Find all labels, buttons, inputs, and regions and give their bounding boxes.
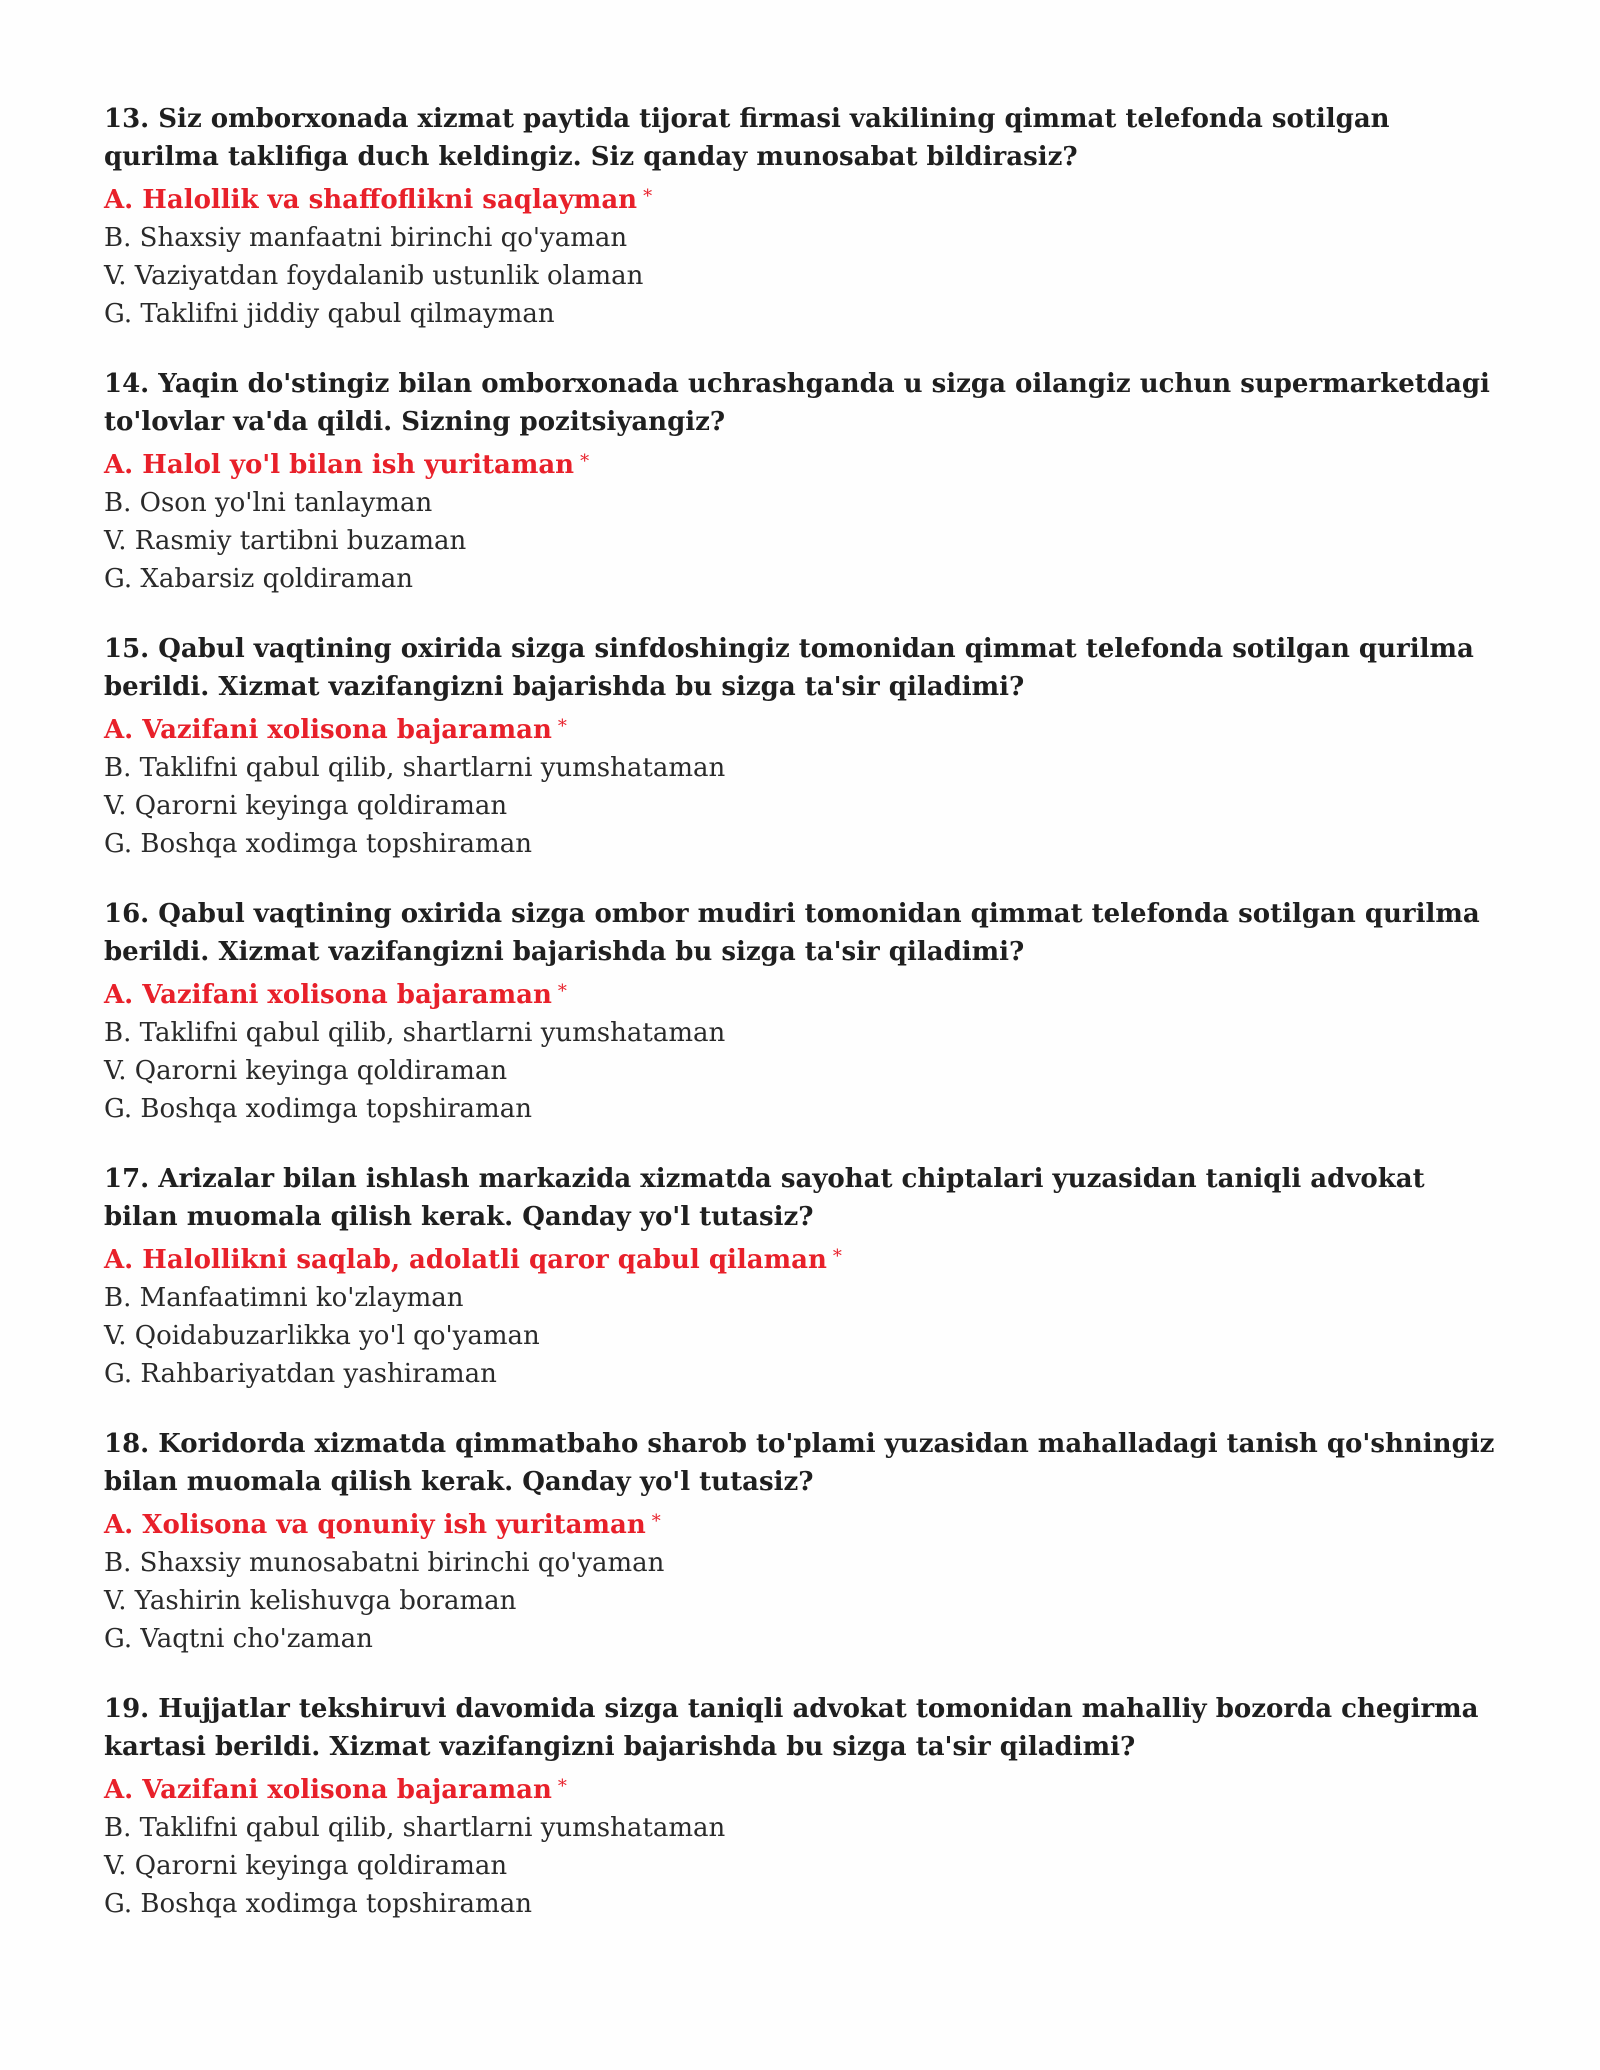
answer-option-v: V. Rasmiy tartibni buzaman	[104, 526, 467, 556]
question-15	[104, 630, 1504, 863]
question-17	[104, 1160, 1504, 1393]
question-text: 17. Arizalar bilan ishlash markazida xizmatda sayohat chiptalari yuzasidan taniqli advokat bilan muomala qilish kerak. Qanday yo'l tutasiz?	[104, 1164, 1425, 1232]
correct-answer-label: A. Xolisona va qonuniy ish yuritaman	[104, 1510, 646, 1540]
answer-option-b: B. Shaxsiy manfaatni birinchi qo'yaman	[104, 223, 628, 253]
correct-answer-label: A. Halollik va shaffoflikni saqlayman	[104, 185, 638, 215]
correct-marker: *	[557, 981, 567, 1002]
answer-option-b: B. Taklifni qabul qilib, shartlarni yumshataman	[104, 1813, 726, 1843]
correct-marker: *	[643, 186, 653, 207]
question-16	[104, 895, 1504, 1128]
correct-answer-label: A. Halollikni saqlab, adolatli qaror qabul qilaman	[104, 1245, 827, 1275]
answer-option-g: G. Vaqtni cho'zaman	[104, 1624, 373, 1654]
answer-option-g: G. Boshqa xodimga topshiraman	[104, 829, 532, 859]
question-14	[104, 365, 1504, 598]
answer-option-g: G. Taklifni jiddiy qabul qilmayman	[104, 299, 555, 329]
correct-answer-label: A. Halol yo'l bilan ish yuritaman	[104, 450, 575, 480]
correct-marker: *	[557, 1776, 567, 1797]
correct-answer-label: A. Vazifani xolisona bajaraman	[104, 715, 552, 745]
answer-option-g: G. Boshqa xodimga topshiraman	[104, 1094, 532, 1124]
correct-marker: *	[832, 1246, 842, 1267]
correct-marker: *	[557, 716, 567, 737]
question-18	[104, 1425, 1504, 1658]
quiz-page	[104, 100, 1504, 1955]
answer-option-v: V. Qarorni keyinga qoldiraman	[104, 791, 508, 821]
answer-option-v: V. Vaziyatdan foydalanib ustunlik olaman	[104, 261, 644, 291]
answer-option-b: B. Oson yo'lni tanlayman	[104, 488, 433, 518]
correct-marker: *	[651, 1511, 661, 1532]
answer-option-b: B. Taklifni qabul qilib, shartlarni yumshataman	[104, 1018, 726, 1048]
question-text: 18. Koridorda xizmatda qimmatbaho sharob to'plami yuzasidan mahalladagi tanish qo'shningiz bilan muomala qilish kerak. Qanday yo'l tutasiz?	[104, 1429, 1495, 1497]
question-text: 15. Qabul vaqtining oxirida sizga sinfdoshingiz tomonidan qimmat telefonda sotilgan qurilma berildi. Xizmat vazifangizni bajarishda bu sizga ta'sir qiladimi?	[104, 634, 1474, 702]
answer-option-v: V. Qarorni keyinga qoldiraman	[104, 1851, 508, 1881]
correct-answer	[104, 443, 1504, 484]
correct-answer-label: A. Vazifani xolisona bajaraman	[104, 980, 552, 1010]
correct-answer	[104, 178, 1504, 219]
correct-answer	[104, 708, 1504, 749]
question-text: 13. Siz omborxonada xizmat paytida tijorat firmasi vakilining qimmat telefonda sotilgan qurilma taklifiga duch keldingiz. Siz qanday munosabat bildirasiz?	[104, 104, 1390, 172]
answer-option-b: B. Taklifni qabul qilib, shartlarni yumshataman	[104, 753, 726, 783]
correct-answer-label: A. Vazifani xolisona bajaraman	[104, 1775, 552, 1805]
correct-answer	[104, 973, 1504, 1014]
question-19	[104, 1690, 1504, 1923]
question-text: 14. Yaqin do'stingiz bilan omborxonada uchrashganda u sizga oilangiz uchun supermarketdagi to'lovlar va'da qildi. Sizning pozitsiyangiz?	[104, 369, 1490, 437]
question-13	[104, 100, 1504, 333]
question-text: 16. Qabul vaqtining oxirida sizga ombor mudiri tomonidan qimmat telefonda sotilgan qurilma berildi. Xizmat vazifangizni bajarishda bu sizga ta'sir qiladimi?	[104, 899, 1480, 967]
answer-option-g: G. Boshqa xodimga topshiraman	[104, 1889, 532, 1919]
answer-option-b: B. Manfaatimni ko'zlayman	[104, 1283, 464, 1313]
answer-option-g: G. Xabarsiz qoldiraman	[104, 564, 413, 594]
answer-option-v: V. Qoidabuzarlikka yo'l qo'yaman	[104, 1321, 540, 1351]
answer-option-g: G. Rahbariyatdan yashiraman	[104, 1359, 497, 1389]
correct-marker: *	[580, 451, 590, 472]
answer-option-v: V. Qarorni keyinga qoldiraman	[104, 1056, 508, 1086]
correct-answer	[104, 1238, 1504, 1279]
answer-option-v: V. Yashirin kelishuvga boraman	[104, 1586, 517, 1616]
correct-answer	[104, 1503, 1504, 1544]
question-text: 19. Hujjatlar tekshiruvi davomida sizga taniqli advokat tomonidan mahalliy bozorda chegirma kartasi berildi. Xizmat vazifangizni bajarishda bu sizga ta'sir qiladimi?	[104, 1694, 1479, 1762]
answer-option-b: B. Shaxsiy munosabatni birinchi qo'yaman	[104, 1548, 665, 1578]
correct-answer	[104, 1768, 1504, 1809]
